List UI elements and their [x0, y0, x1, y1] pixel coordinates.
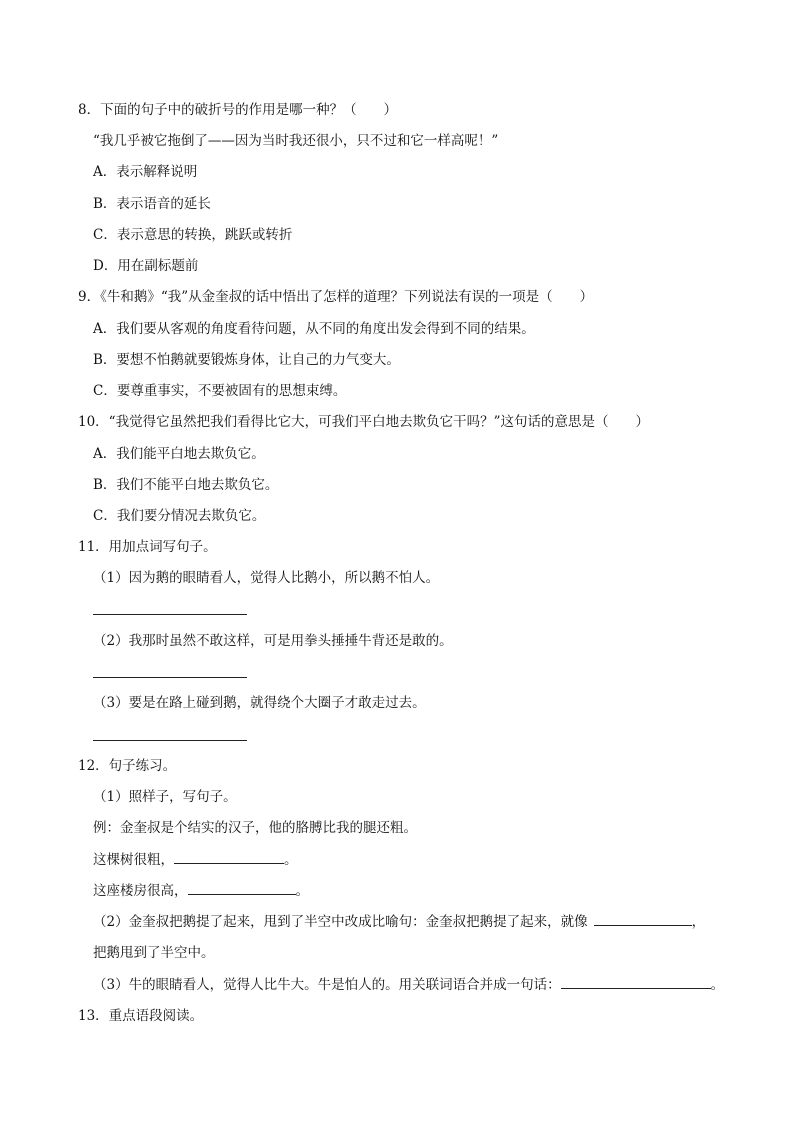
q12-period-3: 。 — [710, 977, 725, 993]
q12-part2-text: （2）金奎叔把鹅提了起来，甩到了半空中改成比喻句：金奎叔把鹅提了起来，就像 — [93, 914, 588, 930]
q9-option-a: A．我们要从客观的角度看待问题，从不同的角度出发会得到不同的结果。 — [93, 321, 535, 337]
q11-answer-line-1[interactable] — [93, 614, 247, 615]
q12-period-1: 。 — [284, 852, 298, 868]
q11-item-2: （2）我那时虽然不敢这样，可是用拳头捶捶牛背还是敢的。 — [93, 633, 453, 649]
q12-part1-label: （1）照样子，写句子。 — [93, 789, 237, 805]
q8-option-c: C．表示意思的转换，跳跃或转折 — [93, 227, 293, 243]
q12-example: 例：金奎叔是个结实的汉子，他的胳膊比我的腿还粗。 — [93, 820, 417, 836]
q9-option-c: C．要尊重事实，不要被固有的思想束缚。 — [93, 383, 347, 399]
q11-answer-line-2[interactable] — [93, 677, 247, 678]
q12-blank-1[interactable] — [174, 851, 284, 864]
q9-option-b: B．要想不怕鹅就要锻炼身体，让自己的力气变大。 — [93, 352, 400, 368]
q10-option-c: C．我们要分情况去欺负它。 — [93, 508, 266, 524]
q12-comma: ， — [691, 914, 706, 930]
q8-stem: 8．下面的句子中的破折号的作用是哪一种？（ ） — [78, 102, 398, 118]
q12-sentence-1 — [93, 851, 298, 869]
q12-part2 — [93, 913, 705, 931]
q12-sentence-2 — [93, 882, 309, 900]
q12-part3-text: （3）牛的眼睛看人，觉得人比牛大。牛是怕人的。用关联词语合并成一句话： — [93, 977, 561, 993]
q12-sentence-2-text: 这座楼房很高， — [93, 883, 188, 899]
q8-quote: “我几乎被它拖倒了——因为当时我还很小，只不过和它一样高呢！” — [93, 133, 499, 149]
q8-option-d: D．用在副标题前 — [93, 258, 199, 274]
q8-option-a: A．表示解释说明 — [93, 164, 198, 180]
q13-stem: 13．重点语段阅读。 — [78, 1008, 204, 1024]
q10-option-b: B．我们不能平白地去欺负它。 — [93, 477, 279, 493]
q11-item-3: （3）要是在路上碰到鹅，就得绕个大圈子才敢走过去。 — [93, 695, 426, 711]
q11-answer-line-3[interactable] — [93, 740, 247, 741]
q12-blank-4[interactable] — [561, 976, 711, 989]
q10-stem: 10．“我觉得它虽然把我们看得比它大，可我们平白地去欺负它干吗？”这句话的意思是（ ） — [78, 414, 649, 430]
q12-part3 — [93, 976, 724, 994]
q11-stem: 11．用加点词写句子。 — [78, 539, 217, 555]
q12-period-2: 。 — [295, 883, 309, 899]
q12-blank-2[interactable] — [188, 882, 296, 895]
q12-stem: 12．句子练习。 — [78, 758, 177, 774]
q9-stem: 9．《牛和鹅》“我”从金奎叔的话中悟出了怎样的道理？下列说法有误的一项是（ ） — [78, 289, 594, 305]
q10-option-a: A．我们能平白地去欺负它。 — [93, 446, 265, 462]
q12-part2-cont: 把鹅甩到了半空中。 — [93, 945, 215, 961]
q11-item-1: （1）因为鹅的眼睛看人，觉得人比鹅小，所以鹅不怕人。 — [93, 570, 440, 586]
q12-blank-3[interactable] — [594, 913, 692, 926]
q12-sentence-1-text: 这棵树很粗， — [93, 852, 174, 868]
q8-option-b: B．表示语音的延长 — [93, 196, 211, 212]
